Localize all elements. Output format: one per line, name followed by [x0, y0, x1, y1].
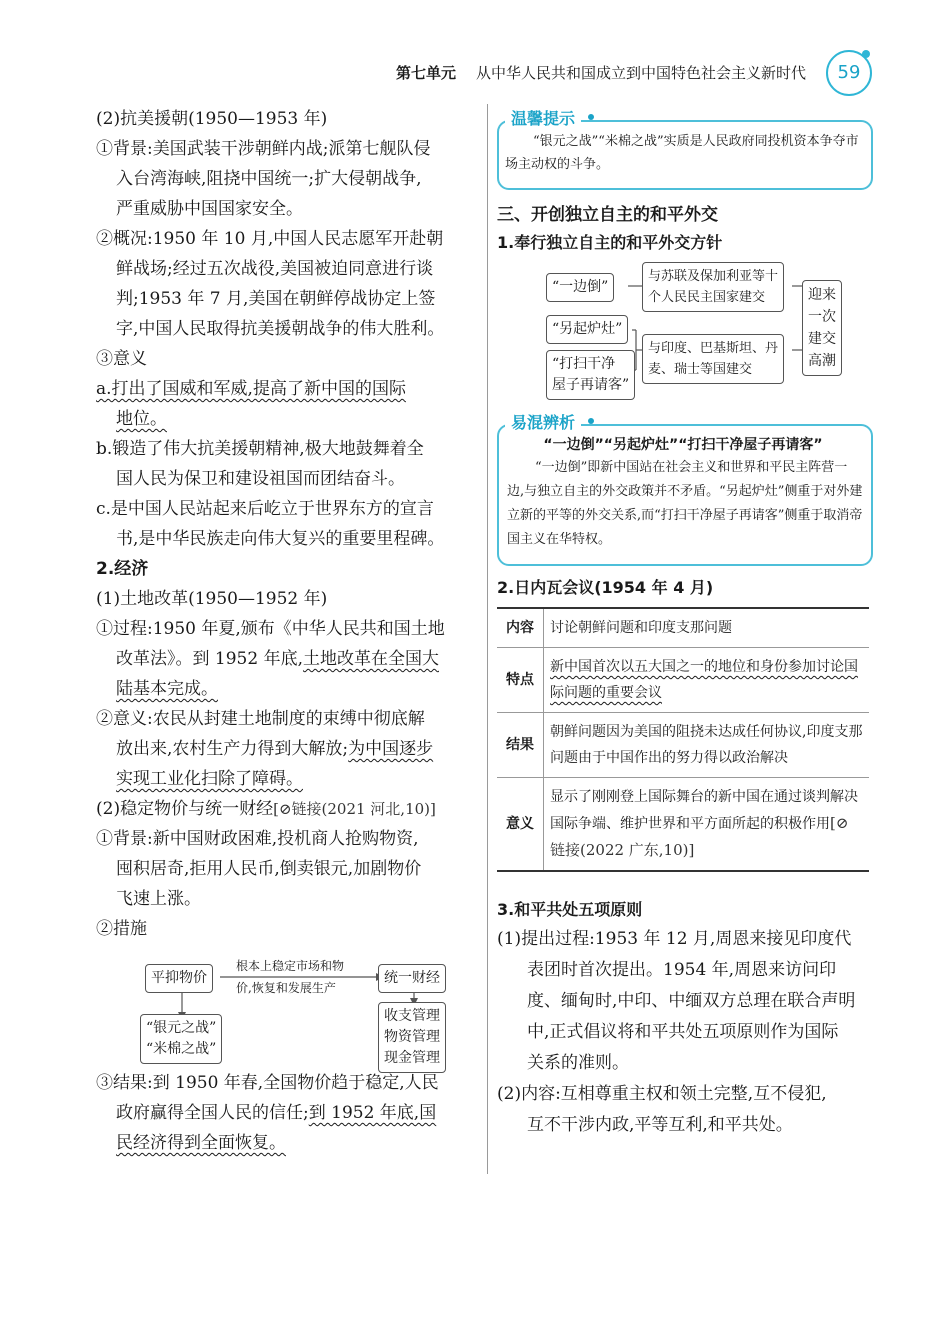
diag-dasao-1: “打扫干净	[552, 356, 616, 372]
kmyc-b-2: 国人民为保卫和建设祖国而团结奋斗。	[116, 469, 405, 489]
confusion-title: “一边倒”“另起炉灶”“打扫干净屋子再请客”	[543, 437, 823, 453]
principles-process-5: 关系的准则。	[527, 1053, 629, 1073]
table-value: 讨论朝鲜问题和印度支那问题	[544, 608, 870, 648]
column-divider	[487, 104, 488, 1174]
sub-1-title: 1.奉行独立自主的和平外交方针	[497, 233, 723, 252]
flow-pingyi: 平抑物价	[145, 964, 213, 993]
wd-jg-2b: 到 1952 年底,国	[308, 1103, 437, 1123]
unit-label: 第七单元	[396, 64, 457, 82]
table-value	[544, 648, 870, 713]
diag-chao-1: 迎来	[808, 287, 836, 303]
kmyc-gk-4: 字,中国人民取得抗美援朝战争的伟大胜利。	[116, 319, 445, 339]
kmyc-gk-2: 鲜战场;经过五次战役,美国被迫同意进行谈	[116, 259, 434, 279]
wd-bg-1: ①背景:新中国财政困难,投机商人抢购物资,	[96, 829, 419, 849]
tdgg-gc-2a: 改革法》。到 1952 年底,	[116, 649, 303, 669]
diag-yindu-1: 与印度、巴基斯坦、丹	[648, 341, 779, 356]
sub-2-title: 2.日内瓦会议(1954 年 4 月)	[497, 578, 714, 597]
kmyc-a-2: 地位。	[116, 409, 167, 429]
tdgg-title: (1)土地改革(1950—1952 年)	[96, 589, 328, 609]
flow-tongyi: 统一财经	[378, 964, 446, 993]
kmyc-yy: ③意义	[96, 349, 147, 369]
kmyc-bg-1: ①背景:美国武装干涉朝鲜内战;派第七舰队侵	[96, 139, 431, 159]
table-value-text: 显示了刚刚登上国际舞台的新中国在通过谈判解决国际争端、维护世界和平方面所起的积极作用	[550, 789, 858, 832]
table-row	[497, 778, 869, 872]
tip-label: 温馨提示	[505, 106, 581, 129]
principles-process-3: 度、缅甸时,中印、中缅双方总理在联合声明	[527, 991, 856, 1011]
page-header	[360, 56, 830, 84]
table-key: 意义	[497, 778, 544, 872]
flow-battle-yinyuan: “银元之战”	[146, 1020, 217, 1036]
flow-battles	[140, 1014, 222, 1064]
table-key: 结果	[497, 713, 544, 778]
diag-dasao	[546, 350, 635, 400]
wd-bg-3: 飞速上涨。	[116, 889, 201, 909]
table-key: 内容	[497, 608, 544, 648]
flow-arrow-label-2: 价,恢复和发展生产	[236, 981, 336, 995]
confusion-label: 易混辨析	[505, 410, 581, 433]
page-number-dot	[862, 50, 870, 58]
kmyc-b-1: b.锻造了伟大抗美援朝精神,极大地鼓舞着全	[96, 439, 424, 459]
tdgg-yy-2a: 放出来,农村生产力得到大解放;	[116, 739, 349, 759]
diag-dasao-2: 屋子再请客”	[552, 377, 630, 393]
table-row	[497, 648, 869, 713]
kmyc-c-1: c.是中国人民站起来后屹立于世界东方的宣言	[96, 499, 434, 519]
kmyc-c-2: 书,是中华民族走向伟大复兴的重要里程碑。	[116, 529, 445, 549]
wd-bg-2: 囤积居奇,拒用人民币,倒卖银元,加剧物价	[116, 859, 422, 879]
tdgg-gc-3: 陆基本完成。	[116, 679, 218, 699]
table-key: 特点	[497, 648, 544, 713]
principles-process-1: (1)提出过程:1953 年 12 月,周恩来接见印度代	[497, 929, 852, 949]
wd-cs: ②措施	[96, 919, 147, 939]
section-kmyc-title: (2)抗美援朝(1950—1953 年)	[96, 109, 328, 129]
sub-3-title: 3.和平共处五项原则	[497, 900, 643, 919]
wd-jg-3: 民经济得到全面恢复。	[116, 1133, 286, 1153]
section-3-title: 三、开创独立自主的和平外交	[497, 205, 718, 225]
flow-arrow-label-1: 根本上稳定市场和物	[236, 959, 345, 973]
flow-mgmt-1: 收支管理	[384, 1008, 440, 1024]
section-econ-title: 2.经济	[96, 559, 149, 579]
diag-sulian-2: 个人民民主国家建交	[648, 290, 766, 305]
wd-jg-1: ③结果:到 1950 年春,全国物价趋于稳定,人民	[96, 1073, 439, 1093]
diag-chao-4: 高潮	[808, 353, 836, 369]
table-link[interactable]: [⊘链接(2022 广东,10)]	[550, 814, 849, 859]
flow-mgmt-2: 物资管理	[384, 1029, 440, 1045]
diag-chao-3: 建交	[808, 331, 836, 347]
diag-yibiandao: “一边倒”	[546, 273, 614, 302]
geneva-table	[497, 607, 869, 872]
diag-sulian	[642, 262, 784, 312]
page-number: 59	[826, 50, 872, 96]
principles-process	[497, 924, 873, 1141]
confusion-dot	[588, 418, 594, 424]
kmyc-gk-3: 判;1953 年 7 月,美国在朝鲜停战协定上签	[116, 289, 436, 309]
table-value	[544, 778, 870, 872]
confusion-text: “一边倒”即新中国站在社会主义和世界和平民主阵营一边,与独立自主的外交政策并不矛盾。“另起炉灶”侧重于对外建立新的平等的外交关系,而“打扫干净屋子再请客”侧重于取消帝国主义在华特权。	[507, 460, 863, 547]
kmyc-bg-3: 严重威胁中国国家安全。	[116, 199, 303, 219]
table-value-text: 新中国首次以五大国之一的地位和身份参加讨论国际问题的重要会议	[550, 659, 858, 701]
tdgg-yy-3: 实现工业化扫除了障碍。	[116, 769, 303, 789]
diag-yindu-2: 麦、瑞士等国建交	[648, 362, 753, 377]
tdgg-gc-2b: 土地改革在全国大	[302, 649, 439, 669]
table-row	[497, 713, 869, 778]
flow-battle-mimian: “米棉之战”	[146, 1041, 217, 1057]
flow-mgmt	[378, 1002, 446, 1073]
kmyc-a-1: a.打出了国威和军威,提高了新中国的国际	[96, 379, 406, 399]
flow-mgmt-3: 现金管理	[384, 1050, 440, 1066]
wd-title: (2)稳定物价与统一财经	[96, 799, 274, 819]
diag-chao	[802, 280, 842, 376]
tdgg-yy-1: ②意义:农民从封建土地制度的束缚中彻底解	[96, 709, 425, 729]
diag-yindu	[642, 334, 784, 384]
unit-title: 从中华人民共和国成立到中国特色社会主义新时代	[476, 64, 807, 82]
wd-link[interactable]: [⊘链接(2021 河北,10)]	[273, 800, 436, 818]
table-row	[497, 608, 869, 648]
kmyc-bg-2: 入台湾海峡,阻挠中国统一;扩大侵朝战争,	[116, 169, 422, 189]
tdgg-gc-1: ①过程:1950 年夏,颁布《中华人民共和国土地	[96, 619, 445, 639]
principles-content-1: (2)内容:互相尊重主权和领土完整,互不侵犯,	[497, 1084, 827, 1104]
diag-sulian-1: 与苏联及保加利亚等十	[648, 269, 779, 284]
kmyc-gk-1: ②概况:1950 年 10 月,中国人民志愿军开赴朝	[96, 229, 444, 249]
principles-process-4: 中,正式倡议将和平共处五项原则作为国际	[527, 1022, 839, 1042]
tip-dot	[588, 114, 594, 120]
principles-process-2: 表团时首次提出。1954 年,周恩来访问印	[527, 960, 837, 980]
tip-text: “银元之战”“米棉之战”实质是人民政府同投机资本争夺市场主动权的斗争。	[505, 134, 859, 172]
diag-chao-2: 一次	[808, 309, 836, 325]
wd-jg-2a: 政府赢得全国人民的信任;	[116, 1103, 309, 1123]
diag-lingqi: “另起炉灶”	[546, 315, 628, 344]
table-value: 朝鲜问题因为美国的阻挠未达成任何协议,印度支那问题由于中国作出的努力得以政治解决	[544, 713, 870, 778]
tdgg-yy-2b: 为中国逐步	[348, 739, 434, 759]
principles-content-2: 互不干涉内政,平等互利,和平共处。	[527, 1115, 793, 1135]
